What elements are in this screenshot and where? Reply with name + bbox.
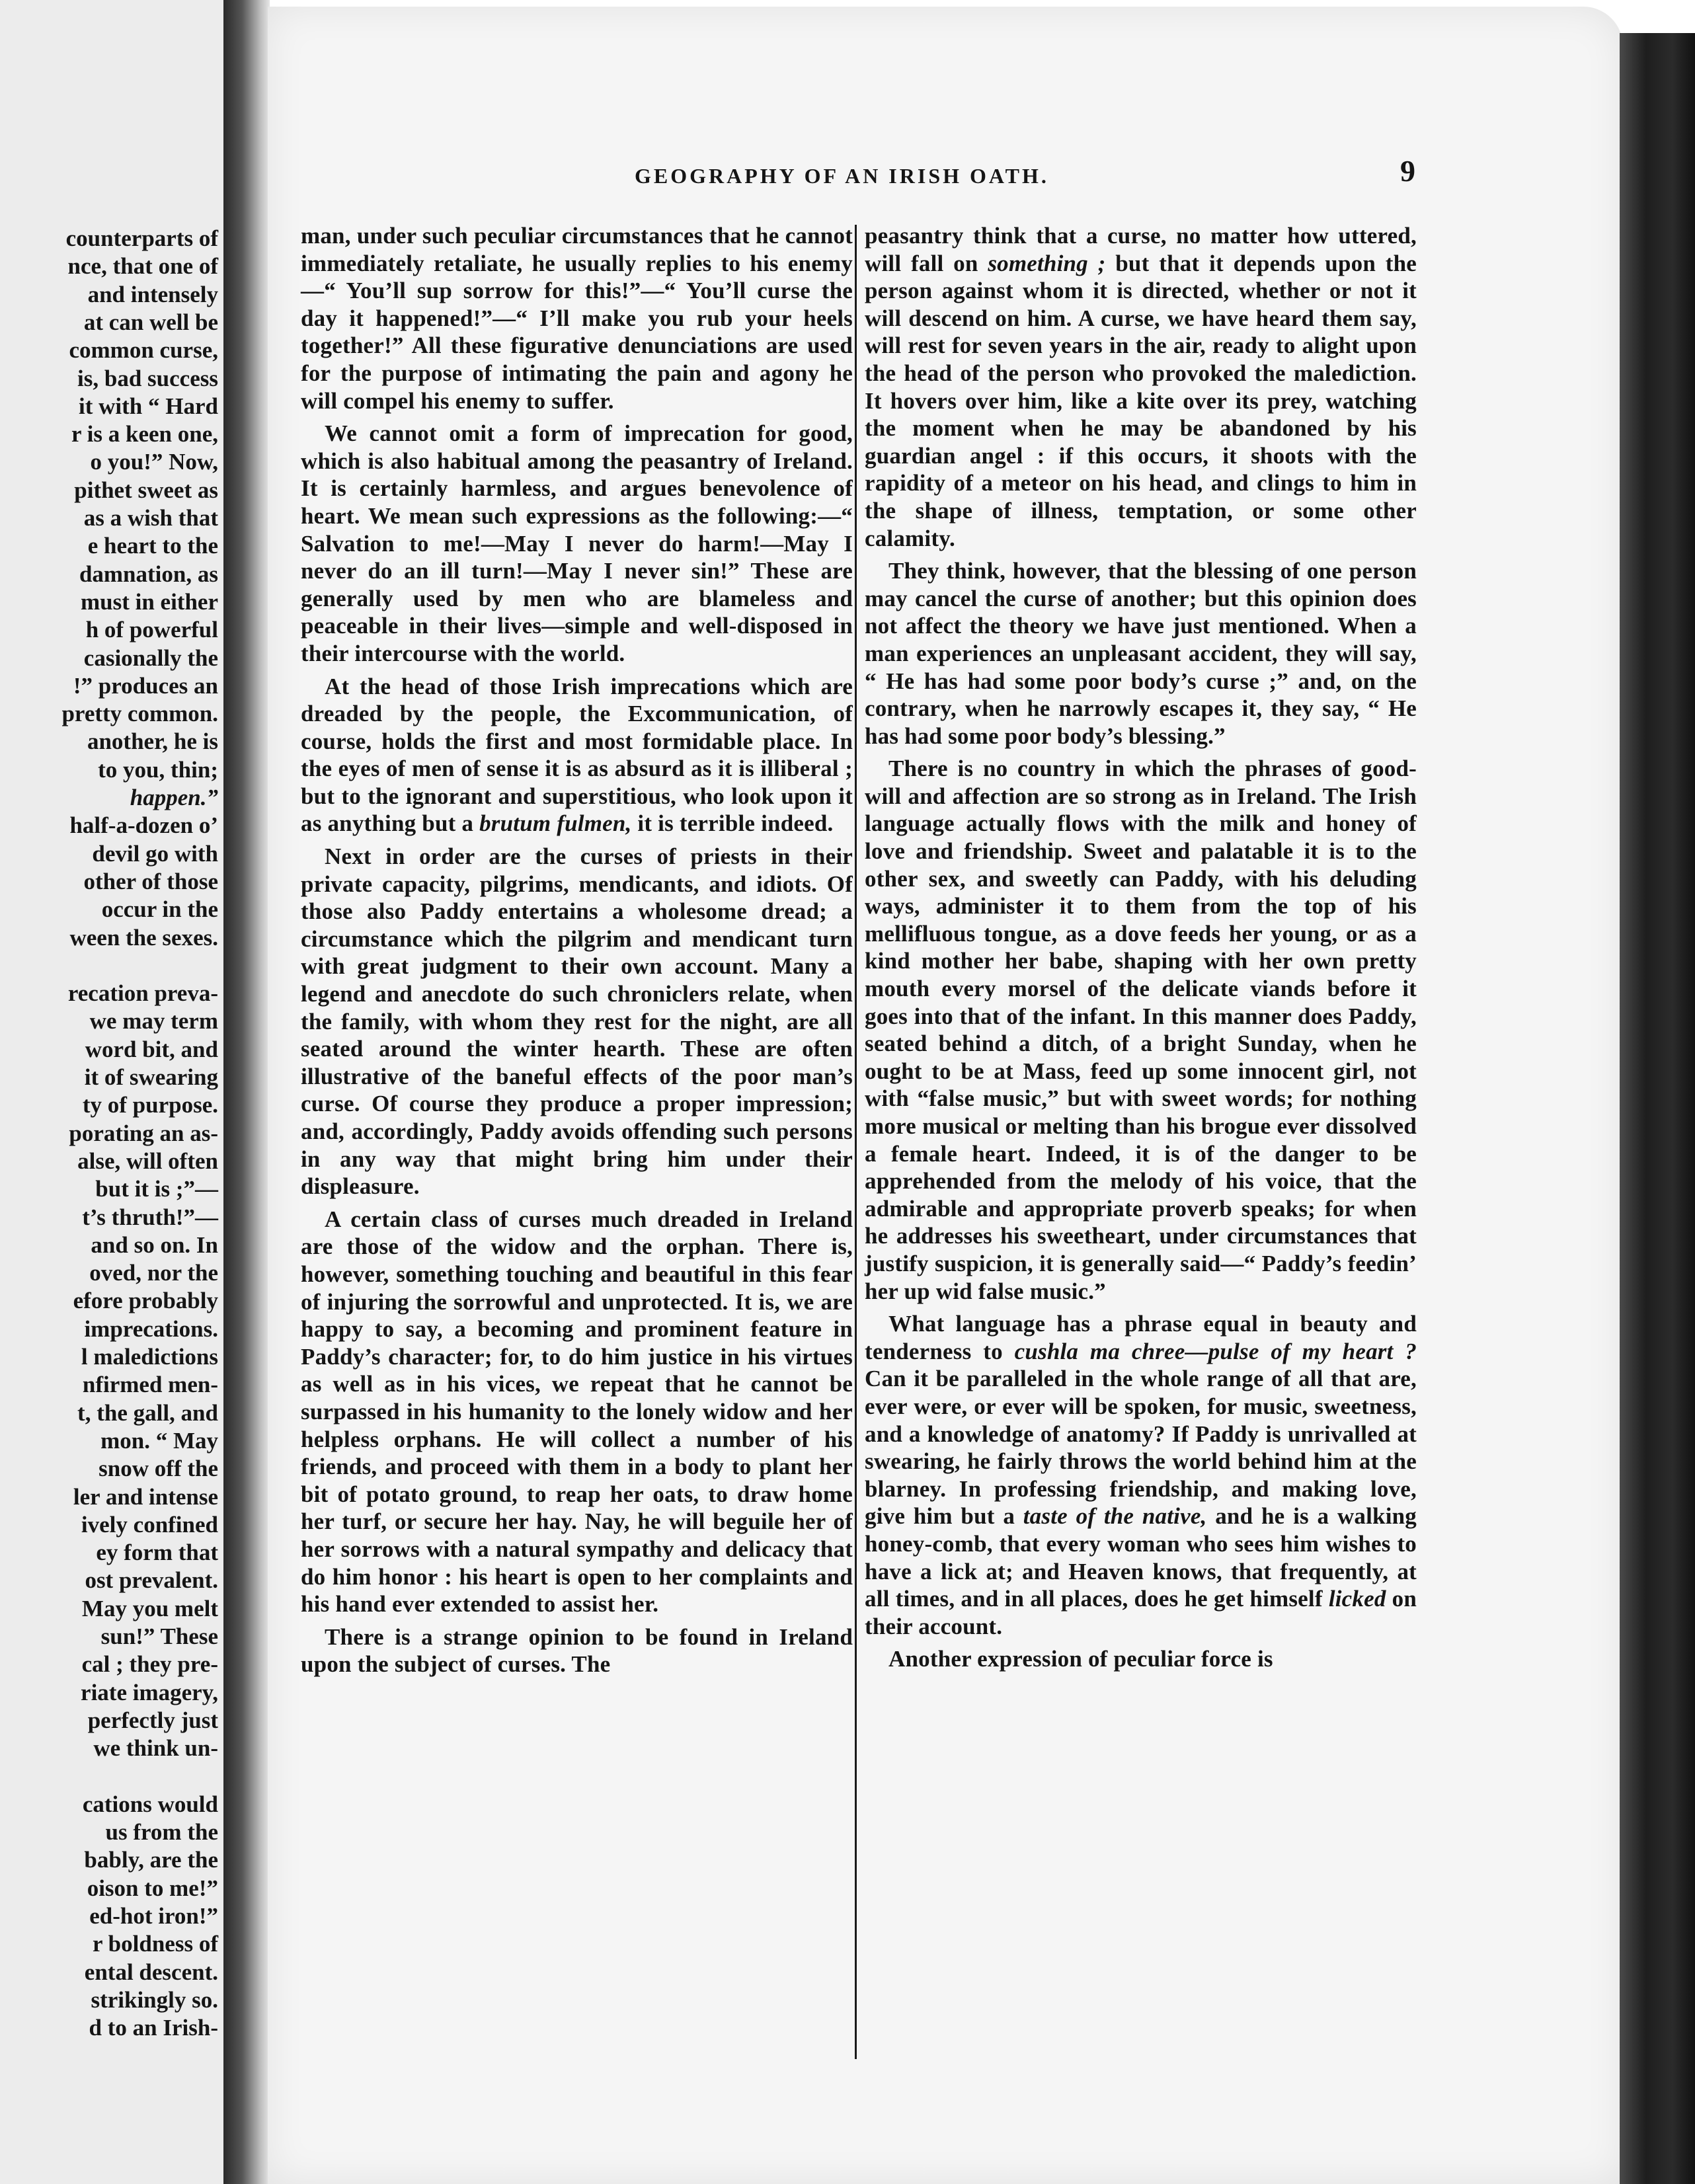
facing-page-line: recation preva- (67, 980, 218, 1007)
facing-page-line: ental descent. (84, 1959, 218, 1985)
facing-page-line: it of swearing (84, 1064, 218, 1090)
paragraph-text: We cannot omit a form of imprecation for good, which is also habitual among the peasantry of Ireland. It is certainly harmless, and argues benevolence of heart. We mean such expressions as the following:—“ Salvation to me!—May I never do harm!—May I never do an ill turn!—May I never sin!” These are generally used by men who are blameless and peaceable in their lives—simple and well-disposed in their intercourse with the world. (301, 420, 853, 666)
facing-page-line: t, the gall, and (77, 1399, 218, 1426)
facing-page-line: it with “ Hard (79, 393, 218, 419)
facing-page-fragment (0, 0, 223, 2184)
facing-page-line: cations would (82, 1791, 218, 1817)
paragraph (301, 673, 853, 838)
facing-page-line: h of powerful (85, 617, 218, 643)
facing-page-line: pretty common. (61, 701, 218, 727)
italic-phrase: licked (1328, 1586, 1386, 1612)
facing-page-line: riate imagery, (81, 1679, 218, 1705)
facing-page-line: r boldness of (93, 1931, 218, 1957)
paragraph (865, 1310, 1417, 1640)
paragraph (301, 420, 853, 667)
facing-page-line: word bit, and (85, 1036, 218, 1062)
running-header-title: GEOGRAPHY OF AN IRISH OATH. (635, 164, 1049, 188)
facing-page-line: mon. “ May (100, 1427, 218, 1454)
facing-page-line: must in either (80, 588, 218, 615)
italic-phrase: taste of the native, (1023, 1503, 1207, 1530)
facing-page-line: happen.” (130, 785, 218, 810)
facing-page-line: another, he is (87, 728, 218, 755)
facing-page-line: half-a-dozen o’ (69, 812, 218, 839)
facing-page-line: oison to me!” (87, 1875, 218, 1901)
facing-page-line: ost prevalent. (85, 1567, 218, 1594)
facing-page-line: perfectly just (87, 1707, 218, 1733)
facing-page-line: as a wish that (83, 505, 218, 531)
facing-page-line: other of those (83, 868, 218, 894)
facing-page-line: ed-hot iron!” (89, 1903, 218, 1929)
paragraph (301, 1623, 853, 1678)
facing-page-line: ler and intense (73, 1483, 218, 1510)
facing-page-line: t’s thruth!”— (82, 1204, 218, 1230)
paragraph (865, 222, 1417, 552)
paragraph (301, 1206, 853, 1618)
italic-phrase: cushla ma chree—pulse of my heart ? (1014, 1338, 1417, 1364)
facing-page-line: r is a keen one, (71, 421, 218, 448)
paragraph (301, 843, 853, 1200)
book-binding-edge (1620, 33, 1695, 2184)
facing-page-line: ween the sexes. (69, 924, 218, 951)
paragraph-text: it is terrible indeed. (637, 810, 834, 837)
facing-page-line: l maledictions (81, 1344, 218, 1370)
facing-page-line: pithet sweet as (74, 477, 218, 503)
page-number: 9 (1400, 154, 1415, 188)
facing-page-line: sun!” These (100, 1623, 218, 1649)
paragraph-text: A certain class of curses much dreaded in Ireland are those of the widow and the orphan. There is, however, something touching and beautiful in this fear of injuring the sorrowful and unprotected. It is, we are happy to say, a becoming and prominent feature in Paddy’s character; for, to do him justice in his virtues as well as in his vices, we repeat that he cannot be surpassed in his humanity to the lonely widow and her helpless orphans. He will collect a number of his friends, and proceed with them in a body to plant her bit of potato ground, to reap her oats, to draw home her turf, or secure her hay. Nay, he will beguile her of her sorrows with a natural sympathy and delicacy that do him honor : his heart is open to her complaints and his hand ever extended to assist her. (301, 1206, 853, 1618)
facing-page-line: snow off the (99, 1456, 218, 1482)
facing-page-line: o you!” Now, (90, 449, 218, 475)
paragraph-text: but that it depends upon the person against whom it is directed, whether or not it will descend on him. A curse, we have heard them say, will rest for seven years in the air, ready to alight upon the head of the person who provoked the malediction. It hovers over him, like a kite over its prey, watching the moment when he may be abandoned by his guardian angel : if this occurs, it shoots with the rapidity of a meteor on his head, and clings to him in the shape of illness, temptation, or some other calamity. (865, 250, 1417, 551)
text-column-right (865, 222, 1417, 1673)
facing-page-gutter (223, 0, 270, 2184)
paragraph (865, 755, 1417, 1305)
facing-page-line: but it is ;”— (95, 1176, 218, 1202)
paragraph-text: There is no country in which the phrases of good-will and affection are so strong as in Ireland. The Irish language actually flows with the milk and honey of love and friendship. Sweet and palatable it is to the other sex, and sweetly can Paddy, with his deluding ways, administer it to them from the top of his mellifluous tongue, as a dove feeds her young, or as a kind mother her babe, shaping with her own pretty mouth every morsel of the delicate viands before it goes into that of the infant. In this manner does Paddy, seated behind a ditch, of a bright Sunday, when he ought to be at Mass, feed up some innocent girl, not with “false music,” but with sweet words; for nothing more musical or melting than his brogue ever dissolved a female heart. Indeed, it is of the danger to be apprehended from the melody of his voice, that the admirable and appropriate proverb speaks; for when he addresses his sweetheart, under circumstances that justify suspicion, it is generally said—“ Paddy’s feedin’ her up wid false music.” (865, 756, 1417, 1304)
facing-page-line: strikingly so. (91, 1986, 218, 2013)
paragraph-text: and he is a walking honey-comb, that every woman who sees him wishes to have a lick at; and Heaven knows, that frequently, at all times, and in all places, does he get himself (865, 1503, 1417, 1612)
paragraph (865, 1645, 1417, 1673)
facing-page-line: e heart to the (87, 533, 218, 559)
facing-page-line: us from the (105, 1819, 218, 1846)
paragraph-text: Can it be paralleled in the whole range of all that are, ever were, or ever will be spoken, for music, sweetness, and a knowledge of anatomy? If Paddy is unrivalled at swearing, he fairly throws the world behind him at the blarney. In professing friendship, and making love, give him but a (865, 1366, 1417, 1530)
facing-page-line: nfirmed men- (82, 1372, 218, 1398)
facing-page-line: to you, thin; (98, 756, 218, 783)
facing-page-line: porating an as- (69, 1120, 218, 1146)
paragraph (865, 557, 1417, 750)
paragraph-text: Next in order are the curses of priests in their private capacity, pilgrims, mendicants, and idiots. Of those also Paddy entertains a wholesome dread; a circumstance which the pilgrim and mendicant turn with great judgment to their own account. Many a legend and anecdote do such chroniclers relate, when the family, with whom they rest for the night, are all seated around the winter hearth. These are often illustrative of the baneful effects of the poor man’s curse. Of course they produce a proper impression; and, accordingly, Paddy avoids offending such persons in any way that might bring him under their displeasure. (301, 843, 853, 1200)
facing-page-line: and intensely (87, 281, 218, 307)
paragraph-text: There is a strange opinion to be found in Ireland upon the subject of curses. The (301, 1623, 853, 1678)
facing-page-line: we may term (89, 1008, 218, 1034)
facing-page-line: damnation, as (79, 561, 218, 587)
facing-page-line: counterparts of (65, 225, 218, 251)
facing-page-line: ively confined (81, 1511, 218, 1538)
facing-page-line: casionally the (83, 644, 218, 671)
facing-page-line: !” produces an (73, 672, 218, 699)
facing-page-line: oved, nor the (89, 1260, 218, 1286)
facing-page-line: imprecations. (84, 1315, 218, 1342)
paragraph-text: Another expression of peculiar force is (888, 1646, 1273, 1672)
facing-page-line: is, bad success (77, 365, 218, 391)
paragraph-text: At the head of those Irish imprecations which are dreaded by the people, the Excommunication, of course, holds the first and most formidable place. In the eyes of men of sense it is as absurd as it is illiberal ; but to the ignorant and superstitious, who look upon it as anything but a (301, 673, 853, 837)
facing-page-line: devil go with (92, 840, 218, 867)
paragraph-text: peasantry think that a curse, no matter how uttered, will fall on (865, 223, 1417, 276)
facing-page-line: and so on. In (91, 1231, 218, 1258)
facing-page-line: d to an Irish- (89, 2015, 218, 2041)
facing-page-line: alse, will often (77, 1148, 218, 1174)
facing-page-line: ey form that (96, 1540, 218, 1566)
italic-phrase: something ; (988, 250, 1106, 276)
facing-page-line: nce, that one of (67, 253, 218, 280)
facing-page-line: ty of purpose. (82, 1092, 218, 1118)
paragraph-text: They think, however, that the blessing of one person may cancel the curse of another; but this opinion does not affect the theory we have just mentioned. When a man experiences an unpleasant accident, they will say, “ He has had some poor body’s curse ;” and, on the contrary, when he narrowly escapes it, they say, “ He has had some poor body’s blessing.” (865, 558, 1417, 749)
facing-page-line: common curse, (69, 337, 218, 364)
facing-page-line: bably, are the (84, 1847, 218, 1873)
text-column-left (301, 222, 853, 1678)
column-divider (855, 225, 857, 2059)
facing-page-line: efore probably (73, 1288, 218, 1314)
paragraph-text: What language has a phrase equal in beauty and tenderness to (865, 1311, 1417, 1364)
facing-page-line: cal ; they pre- (81, 1651, 218, 1678)
facing-page-line: at can well be (83, 309, 218, 335)
paragraph-text: on their account. (865, 1586, 1417, 1639)
paragraph (301, 222, 853, 414)
italic-phrase: brutum fulmen, (479, 810, 632, 837)
facing-page-line: May you melt (81, 1595, 218, 1621)
facing-page-line: occur in the (101, 896, 218, 923)
paragraph-text: man, under such peculiar circumstances that he cannot immediately retaliate, he usually replies to his enemy—“ You’ll sup sorrow for this!”—“ You’ll curse the day it happened!”—“ I’ll make you rub your heels together!” All these figurative denunciations are used for the purpose of intimating the pain and agony he will compel his enemy to suffer. (301, 223, 853, 414)
facing-page-line: we think un- (93, 1735, 218, 1762)
